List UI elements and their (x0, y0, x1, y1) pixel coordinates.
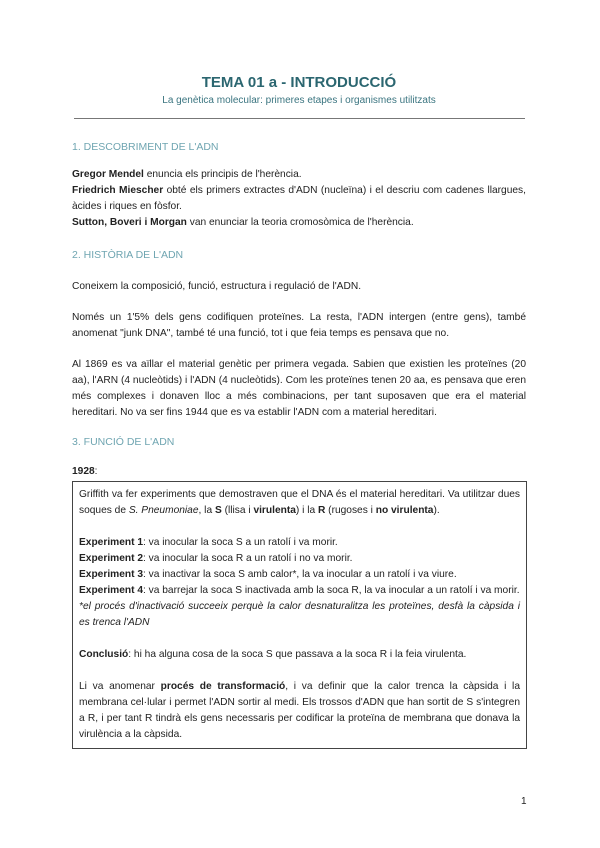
experiment-4 (79, 583, 520, 599)
experiment-3 (79, 567, 520, 583)
text: virulenta (253, 505, 296, 516)
text: obté els primers extractes d'ADN (nucleïna) i el descriu com cadenes llargues, àcides i riques en fòsfor. (72, 185, 526, 212)
section-2-heading: 2. HISTÒRIA DE L'ADN (72, 249, 184, 261)
text: : va inocular la soca R a un ratolí i no va morir. (142, 553, 353, 564)
document-page (72, 0, 526, 749)
text: Li va anomenar (79, 681, 161, 692)
label: Conclusió (79, 649, 129, 660)
year-label: 1928: (72, 466, 98, 477)
text: Griffith va fer experiments que demostraven que el DNA és el material hereditari. Va utilitzar dues soques de (79, 489, 520, 516)
name: Sutton, Boveri i Morgan (72, 217, 187, 228)
text: (rugoses i (325, 505, 376, 516)
text: : hi ha alguna cosa de la soca S que passava a la soca R i la feia virulenta. (128, 649, 467, 660)
term: procés de transformació (160, 681, 286, 692)
fact-sutton (72, 215, 526, 231)
paragraph: Només un 1'5% dels gens codifiquen proteïnes. La resta, l'ADN intergen (entre gens), també anomenat "junk DNA", també té una funció, tot i que feia temps es pensava que no. (72, 312, 526, 339)
text: , i va definir que la calor trenca la càpsida i la membrana cel·lular i permet l'ADN sortir al medi. Els trossos d'ADN que han sortit de S s'integren a R, i per tant R tindrà els gens necessaris per codificar la proteïna de membrana que donava la virulència a la càpsida. (79, 681, 520, 740)
page-title: TEMA 01 a - INTRODUCCIÓ (201, 74, 397, 91)
header-divider (74, 118, 525, 119)
page-number: 1 (521, 796, 527, 807)
transformation (79, 679, 520, 743)
text: : va inactivar la soca S amb calor*, la va inocular a un ratolí i va viure. (142, 569, 457, 580)
griffith-intro (79, 487, 520, 519)
name: Gregor Mendel (72, 169, 144, 180)
year: 1928 (72, 466, 95, 477)
footnote: *el procés d'inactivació succeeix perquè la calor desnaturalitza les proteïnes, desfà la càpsida i es trenca l'ADN (79, 601, 520, 628)
text: : va inocular la soca S a un ratolí i va morir. (142, 537, 338, 548)
page-subtitle: La genètica molecular: primeres etapes i organismes utilitzats (162, 95, 436, 106)
text: ) i la (295, 505, 318, 516)
text: van enunciar la teoria cromosòmica de l'herència. (186, 217, 414, 228)
text: : va barrejar la soca S inactivada amb la soca R, la va inocular a un ratolí i va morir. (142, 585, 520, 596)
label: Experiment 2 (79, 553, 143, 564)
paragraph: Al 1869 es va aïllar el material genètic per primera vegada. Sabien que existien les proteïnes (20 aa), l'ARN (4 nucleòtids) i l'ADN (4 nucleòtids). Com les proteïnes tenen 20 aa, es pensava que eren més complexes i donaven lloc a més combinacions, per tant suposaven que era el material hereditari. No va ser fins 1944 que es va establir l'ADN com a material hereditari. (72, 359, 526, 418)
text: enuncia els principis de l'herència. (143, 169, 302, 180)
experiment-1 (79, 535, 520, 551)
section-1-body (72, 167, 526, 231)
conclusion (79, 647, 520, 663)
paragraph: Coneixem la composició, funció, estructura i regulació de l'ADN. (72, 281, 362, 292)
fact-mendel (72, 167, 526, 183)
text: (llisa i (221, 505, 254, 516)
griffith-box (72, 481, 527, 749)
species: S. Pneumoniae (128, 505, 199, 516)
section-3-heading: 3. FUNCIÓ DE L'ADN (72, 436, 175, 448)
strain-s: S (214, 505, 222, 516)
experiment-2 (79, 551, 520, 567)
text: no virulenta (375, 505, 434, 516)
name: Friedrich Miescher (72, 185, 164, 196)
fact-miescher (72, 183, 526, 215)
text: ). (433, 505, 440, 516)
section-1-heading: 1. DESCOBRIMENT DE L'ADN (72, 141, 219, 153)
label: Experiment 3 (79, 569, 143, 580)
strain-r: R (317, 505, 326, 516)
text: , la (198, 505, 215, 516)
label: Experiment 1 (79, 537, 143, 548)
label: Experiment 4 (79, 585, 143, 596)
